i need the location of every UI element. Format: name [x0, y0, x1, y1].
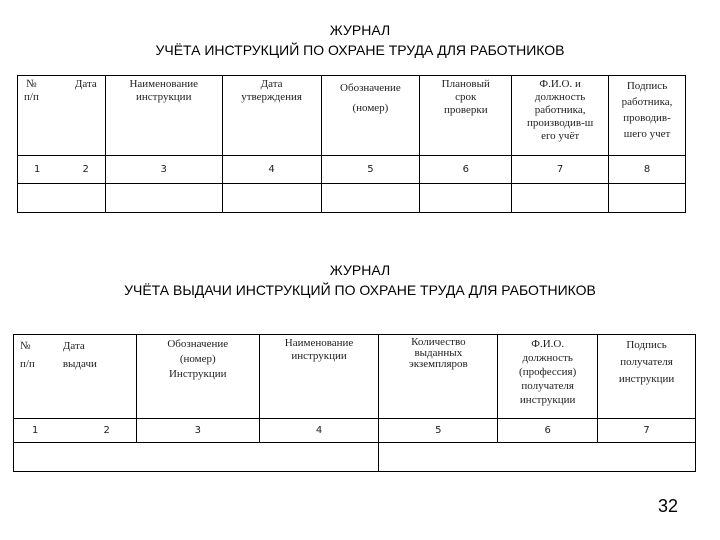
journal2-empty-row	[14, 443, 696, 472]
journal1-header-cell: Ф.И.О. и должность работника, производив-ш его учёт	[512, 76, 609, 156]
journal1-number-cell: 8	[609, 156, 686, 184]
journal1-header-cell: Плановый срок проверки	[420, 76, 512, 156]
journal1-header-cell: Обозначение (номер)	[321, 76, 420, 156]
journal1-header-cell	[18, 76, 106, 156]
journal1-number-cell: 3	[105, 156, 222, 184]
journal2-header-row	[14, 335, 696, 419]
journal1-table	[17, 75, 686, 213]
journal2-title-line1: ЖУРНАЛ	[329, 262, 391, 278]
journal2-number-row	[14, 419, 696, 443]
journal2-number-cell: 7	[598, 419, 696, 443]
journal1-number: 1	[34, 164, 41, 175]
journal2-header-cell: Ф.И.О. должность (профессия) получателя инструкции	[498, 335, 598, 419]
journal2-title-line2: УЧЁТА ВЫДАЧИ ИНСТРУКЦИЙ ПО ОХРАНЕ ТРУДА ДЛЯ РАБОТНИКОВ	[124, 282, 596, 298]
journal1-header-cell: Наименование инструкции	[105, 76, 222, 156]
journal1-header-date: Дата	[74, 78, 97, 90]
journal2-number-cell: 3	[136, 419, 259, 443]
journal1-empty-cell[interactable]	[609, 184, 686, 213]
journal1-empty-cell[interactable]	[512, 184, 609, 213]
journal1-number-cell: 5	[321, 156, 420, 184]
journal2-header-cell: Обозначение (номер) Инструкции	[136, 335, 259, 419]
journal2-header-cell: Подпись получателя инструкции	[598, 335, 696, 419]
journal2-empty-cell[interactable]	[379, 443, 696, 472]
journal2-header-cell: Наименование инструкции	[259, 335, 379, 419]
journal1-number-row	[18, 156, 686, 184]
page-number: 32	[657, 496, 678, 516]
journal1-header-num: № п/п	[24, 78, 39, 103]
journal1-empty-cell[interactable]	[105, 184, 222, 213]
journal1-header-row	[18, 76, 686, 156]
journal1-empty-cell[interactable]	[420, 184, 512, 213]
journal2-number: 2	[103, 425, 110, 436]
journal2-number-cell	[14, 419, 137, 443]
journal2-table	[13, 334, 696, 472]
journal1-number-cell: 4	[222, 156, 321, 184]
journal2-number-cell: 4	[259, 419, 379, 443]
journal2-header-cell: Количество выданных экземпляров	[379, 335, 498, 419]
journal1-number-cell: 6	[420, 156, 512, 184]
journal1-number-cell: 7	[512, 156, 609, 184]
journal2-number: 1	[32, 425, 39, 436]
journal1-number-cell	[18, 156, 106, 184]
journal1-header-cell: Дата утверждения	[222, 76, 321, 156]
journal1-title-line1: ЖУРНАЛ	[329, 22, 391, 38]
journal2-empty-cell[interactable]	[14, 443, 379, 472]
journal2-header-cell	[14, 335, 137, 419]
journal1-number: 2	[82, 164, 89, 175]
journal2-number-cell: 6	[498, 419, 598, 443]
journal2-number-cell: 5	[379, 419, 498, 443]
journal1-header-cell: Подпись работника, проводив- шего учет	[609, 76, 686, 156]
journal1-empty-cell[interactable]	[222, 184, 321, 213]
journal2-header-date: Дата выдачи	[62, 340, 97, 370]
journal1-empty-cell[interactable]	[321, 184, 420, 213]
journal1-empty-row	[18, 184, 686, 213]
journal1-title-line2: УЧЁТА ИНСТРУКЦИЙ ПО ОХРАНЕ ТРУДА ДЛЯ РАБОТНИКОВ	[155, 42, 565, 58]
journal2-header-num: № п/п	[20, 340, 35, 370]
journal1-empty-cell[interactable]	[18, 184, 106, 213]
